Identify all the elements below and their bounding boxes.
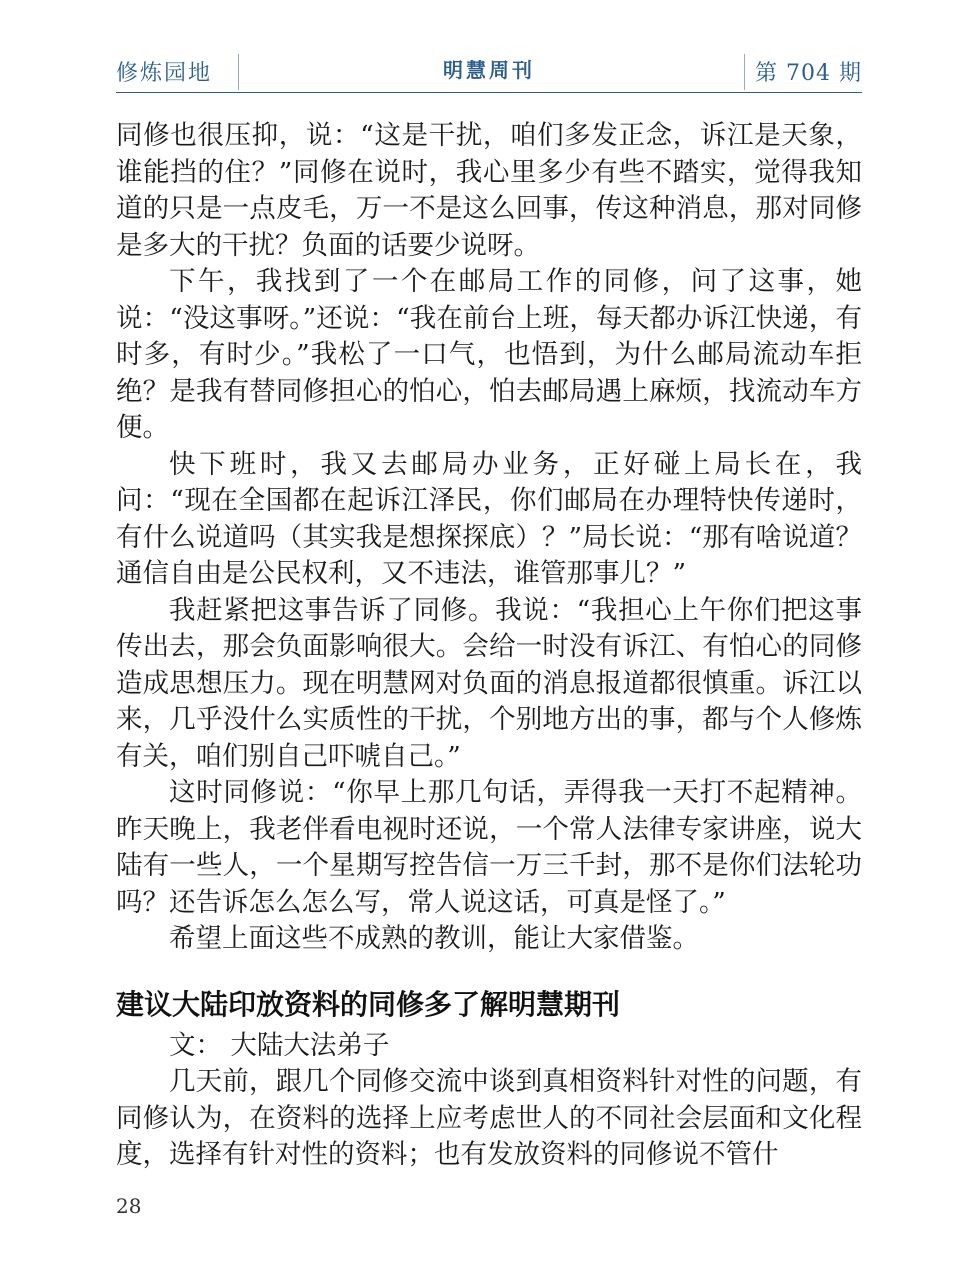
page-header xyxy=(116,50,862,93)
article-heading: 建议大陆印放资料的同修多了解明慧期刊 xyxy=(116,987,621,1021)
header-divider-right xyxy=(744,54,745,90)
paragraph: 下午，我找到了一个在邮局工作的同修，问了这事，她说：“没这事呀。”还说：“我在前台上班，每天都办诉江快递，有时多，有时少。”我松了一口气，也悟到，为什么邮局流动车拒绝？是我有替同修担心的怕心，怕去邮局遇上麻烦，找流动车方便。 xyxy=(116,266,862,443)
issue-number: 第 704 期 xyxy=(755,61,862,86)
paragraph-continued: 同修也很压抑，说：“这是干扰，咱们多发正念，诉江是天象，谁能挡的住？”同修在说时，我心里多少有些不踏实，觉得我知道的只是一点皮毛，万一不是这么回事，传这种消息，那对同修是多大的干扰？负面的话要少说呀。 xyxy=(116,120,862,261)
paragraph: 我赶紧把这事告诉了同修。我说：“我担心上午你们把这事传出去，那会负面影响很大。会给一时没有诉江、有怕心的同修造成思想压力。现在明慧网对负面的消息报道都很慎重。诉江以来，几乎没什么实质性的干扰，个别地方出的事，都与个人修炼有关，咱们别自己吓唬自己。” xyxy=(116,594,862,772)
paragraph: 这时同修说：“你早上那几句话，弄得我一天打不起精神。昨天晚上，我老伴看电视时还说，一个常人法律专家讲座，说大陆有一些人，一个星期写控告信一万三千封，那不是你们法轮功吗？还告诉怎么怎么写，常人说这话，可真是怪了。” xyxy=(116,777,862,918)
article-body xyxy=(116,118,862,1174)
page-number: 28 xyxy=(116,1194,142,1218)
paragraph: 几天前，跟几个同修交流中谈到真相资料针对性的问题，有同修认为，在资料的选择上应考虑世人的不同社会层面和文化程度，选择有针对性的资料；也有发放资料的同修说不管什 xyxy=(116,1066,862,1170)
section-name: 修炼园地 xyxy=(116,61,213,86)
publication-title: 明慧周刊 xyxy=(443,58,535,82)
paragraph: 快下班时，我又去邮局办业务，正好碰上局长在，我问：“现在全国都在起诉江泽民，你们邮局在办理特快传递时，有什么说道吗（其实我是想探探底）？”局长说：“那有啥说道？通信自由是公民权利，又不违法，谁管那事儿？” xyxy=(116,448,862,589)
paragraph: 希望上面这些不成熟的教训，能让大家借鉴。 xyxy=(169,923,699,954)
article-byline: 文： 大陆大法弟子 xyxy=(169,1029,390,1061)
